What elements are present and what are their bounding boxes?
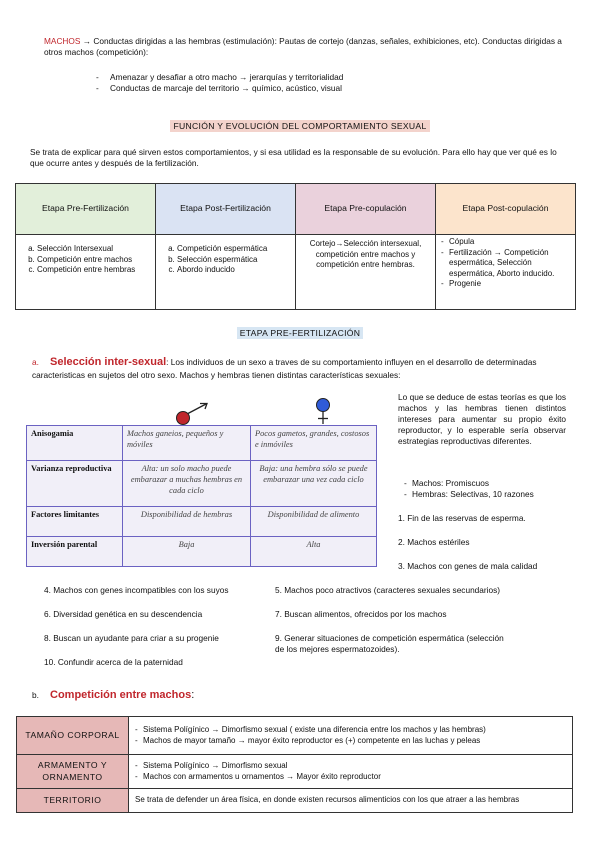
table-row-label: Factores limitantes [27, 507, 123, 537]
list-item: - Cópula [441, 237, 570, 248]
list-item: - Conductas de marcaje del territorio → químico, acústico, visual [96, 83, 536, 94]
anisogamia-table [26, 425, 377, 567]
male-symbol-icon [174, 401, 214, 427]
table-row-label: Varianza reproductiva [27, 461, 123, 507]
selection-paragraph [32, 355, 552, 380]
competition-cell: Se trata de defender un área física, en donde existen recursos alimenticios con los que atraer a las hembras [129, 789, 573, 813]
stage-cell [16, 235, 156, 310]
reason-item: 5. Machos poco atractivos (caracteres sexuales secundarios) [275, 585, 501, 595]
list-item: - Sistema Polígínico → Dimorfismo sexual [135, 761, 566, 772]
reason-item: 4. Machos con genes incompatibles con los suyos [44, 585, 229, 595]
stage-header: Etapa Post-copulación [436, 184, 576, 235]
competition-title: Competición entre machos [50, 689, 192, 701]
list-item: a. Selección Intersexual [37, 244, 150, 255]
competition-cell [129, 755, 573, 789]
reason-item: 10. Confundir acerca de la paternidad [44, 657, 183, 667]
list-item: a. Competición espermática [177, 244, 290, 255]
list-item: - Machos de mayor tamaño → mayor éxito reproductor es (+) competente en las luchas y peleas [135, 736, 566, 747]
reason-item: 1. Fin de las reservas de esperma. [398, 513, 526, 523]
section-paragraph: Se trata de explicar para qué sirven estos comportamientos, y si esa utilidad es la responsable de su evolución. Para ello hay que ver qué es lo que ocurre antes y después de la fertilización. [30, 147, 557, 168]
item-marker: b. [32, 690, 39, 700]
stage-header: Etapa Pre-Fertilización [16, 184, 156, 235]
table-cell: Pocos gametos, grandes, costosos e inmóviles [251, 426, 377, 461]
intro-paragraph [44, 36, 562, 58]
section-title-text: FUNCIÓN Y EVOLUCIÓN DEL COMPORTAMIENTO SEXUAL [170, 120, 429, 132]
section-title [0, 328, 600, 339]
female-symbol-icon [314, 397, 332, 425]
stage-cell [436, 235, 576, 310]
table-cell: Alta [251, 537, 377, 567]
table-row-label: Inversión parental [27, 537, 123, 567]
intro-bullets [96, 72, 536, 94]
reason-item: 2. Machos estériles [398, 537, 470, 547]
side-bullets [404, 478, 574, 500]
table-cell: Machos ganeios, pequeños y móviles [123, 426, 251, 461]
selection-text: : Los individuos de un sexo a traves de su comportamiento influyen en el desarrollo de determinadas caracteristicas en sujetos del otro sexo. Machos y hembras tienen distintas características sexuales: [32, 357, 537, 380]
list-item: c. Abordo inducido [177, 265, 290, 276]
table-cell: Baja: una hembra sólo se puede embarazar una vez cada ciclo [251, 461, 377, 507]
competition-label: ARMAMENTO Y ORNAMENTO [17, 755, 129, 789]
reason-item: 3. Machos con genes de mala calidad [398, 561, 538, 571]
table-cell: Alta: un solo macho puede embarazar a muchas hembras en cada ciclo [123, 461, 251, 507]
competition-table [16, 716, 573, 813]
list-item: b. Selección espermática [177, 255, 290, 266]
selection-title: Selección inter-sexual [50, 356, 167, 368]
machos-text: → Conductas dirigidas a las hembras (estimulación): Pautas de cortejo (danzas, señales, exhibiciones, etc). Conductas dirigidas a otros machos (competición): [44, 36, 562, 57]
list-item: - Hembras: Selectivas, 10 razones [404, 489, 574, 500]
table-cell: Disponibilidad de hembras [123, 507, 251, 537]
list-item: - Fertilización → Competición espermática, Selección espermática, Aborto inducido. [441, 248, 570, 280]
table-cell: Baja [123, 537, 251, 567]
list-item: - Amenazar y desafiar a otro macho → jerarquías y territorialidad [96, 72, 536, 83]
table-cell: Disponibilidad de alimento [251, 507, 377, 537]
section-title-text: ETAPA PRE-FERTILIZACIÓN [237, 327, 364, 339]
competition-label: TERRITORIO [17, 789, 129, 813]
stage-cell [156, 235, 296, 310]
reason-item: 8. Buscan un ayudante para criar a su progenie [44, 633, 219, 643]
competition-cell [129, 717, 573, 755]
competition-colon: : [191, 689, 195, 701]
stage-cell: Cortejo→Selección intersexual, competición entre machos y competición entre hembras. [296, 235, 436, 310]
list-item: c. Competición entre hembras [37, 265, 150, 276]
reason-item: 6. Diversidad genética en su descendencia [44, 609, 203, 619]
stage-header: Etapa Post-Fertilización [156, 184, 296, 235]
stage-header: Etapa Pre-copulación [296, 184, 436, 235]
side-paragraph: Lo que se deduce de estas teorías es que los machos y las hembras tienen distintos intereses para aumentar su propio éxito reproductor, y lo esperable sería observar estrategias reproductivas diferentes. [398, 392, 566, 446]
competition-heading [32, 688, 194, 703]
section-title [0, 121, 600, 132]
table-row-label: Anisogamia [27, 426, 123, 461]
list-item: - Progenie [441, 279, 570, 290]
reason-item: 9. Generar situaciones de competición espermática (selección de los mejores espermatozoides). [275, 633, 504, 654]
list-item: b. Competición entre machos [37, 255, 150, 266]
machos-label: MACHOS [44, 36, 81, 46]
stages-table [15, 183, 576, 310]
competition-label: TAMAÑO CORPORAL [17, 717, 129, 755]
list-item: - Sistema Polígínico → Dimorfismo sexual ( existe una diferencia entre los machos y las hembras) [135, 725, 566, 736]
list-item: - Machos con armamentos u ornamentos → Mayor éxito reproductor [135, 772, 566, 783]
reason-item: 7. Buscan alimentos, ofrecidos por los machos [275, 609, 447, 619]
list-item: - Machos: Promiscuos [404, 478, 574, 489]
item-marker: a. [32, 357, 39, 367]
